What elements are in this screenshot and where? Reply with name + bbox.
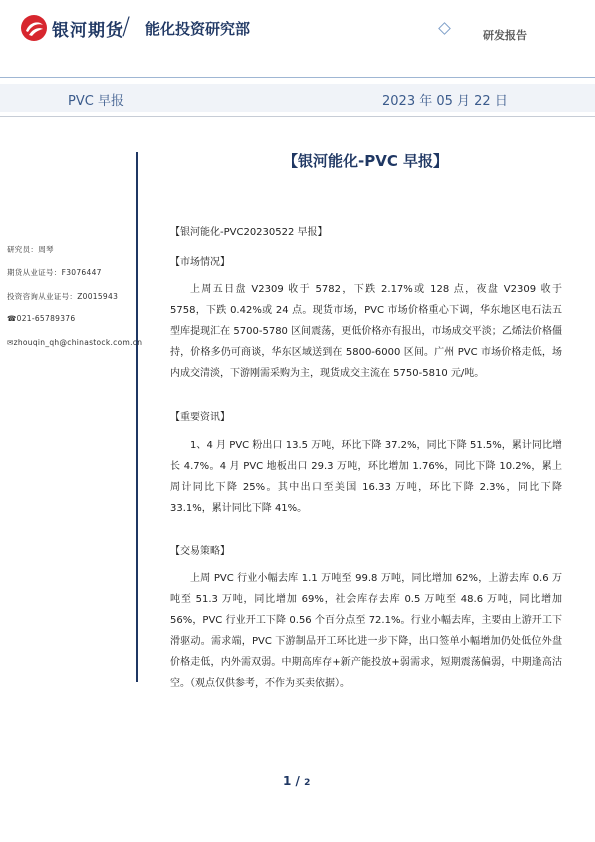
- band-rule: [0, 116, 595, 117]
- strategy-paragraph: 上周 PVC 行业小幅去库 1.1 万吨至 99.8 万吨，同比增加 62%，上游去库 0.6 万吨至 51.3 万吨，同比增加 69%，社会库存去库 0.5 万吨至 48.6 万吨，同比增加 56%，PVC 行业开工下降 0.56 个百分点至 72.1%。行业小幅去库，主要由上游开工下滑驱动。需求端，PVC 下游制品开工环比进一步下降，出口签单小幅增加仍处低位外盘价格走低，内外需双弱。中期高库存+新产能投放+弱需求，短期震荡偏弱，中期逢高沽空。（观点仅供参考，不作为买卖依据）。: [170, 573, 562, 689]
- galaxy-futures-logo-icon: [20, 14, 48, 42]
- page-current: 1: [283, 774, 292, 788]
- analyst-name: 研究员：周琴: [7, 245, 54, 254]
- document-title: 【银河能化-PVC 早报】: [283, 152, 449, 170]
- page-separator: /: [295, 774, 300, 788]
- sidebar-divider: [136, 152, 138, 682]
- market-paragraph: 上周五日盘 V2309 收于 5782，下跌 2.17%或 128 点，夜盘 V2309 收于 5758，下跌 0.42%或 24 点。现货市场，PVC 市场价格重心下调，华东地区电石法五型库提现汇在 5700-5780 区间震荡，更低价格亦有报出，市场成交平淡；乙烯法价格僵持，价格多仍可商谈，华东区域送到在 5800-6000 区间。广州 PVC 市场价格走低，场内成交清淡，下游刚需采购为主，现货成交主流在 5750-5810 元/吨。: [170, 284, 562, 379]
- band-title: PVC 早报: [68, 94, 124, 109]
- contact-phone: ☎021-65789376: [7, 314, 76, 323]
- header-divider: /: [122, 12, 131, 40]
- diamond-icon: [438, 22, 451, 35]
- contact-email[interactable]: ✉zhouqin_qh@chinastock.com.cn: [7, 338, 143, 347]
- report-type: 研发报告: [483, 29, 527, 42]
- consulting-license: 投资咨询从业证号：Z0015943: [7, 292, 119, 301]
- news-heading: 【重要资讯】: [170, 412, 230, 423]
- page-total: 2: [304, 778, 311, 788]
- report-label: 【银河能化-PVC20230522 早报】: [170, 227, 328, 238]
- department-name: 能化投资研究部: [145, 20, 251, 38]
- header-rule: [0, 77, 595, 78]
- futures-license: 期货从业证号：F3076447: [7, 268, 102, 277]
- page-indicator: [283, 774, 310, 788]
- market-heading: 【市场情况】: [170, 257, 230, 268]
- news-paragraph: 1、4 月 PVC 粉出口 13.5 万吨，环比下降 37.2%，同比下降 51.5%，累计同比增长 4.7%。4 月 PVC 地板出口 29.3 万吨，环比增加 1.76%，同比下降 10.2%，累上周计同比下降 25%。其中出口至美国 16.33 万吨，环比下降 2.3%，同比下降 33.1%，累计同比下降 41%。: [170, 440, 562, 514]
- strategy-heading: 【交易策略】: [170, 546, 230, 557]
- report-date: 2023 年 05 月 22 日: [382, 94, 508, 109]
- brand-name: 银河期货: [52, 21, 124, 41]
